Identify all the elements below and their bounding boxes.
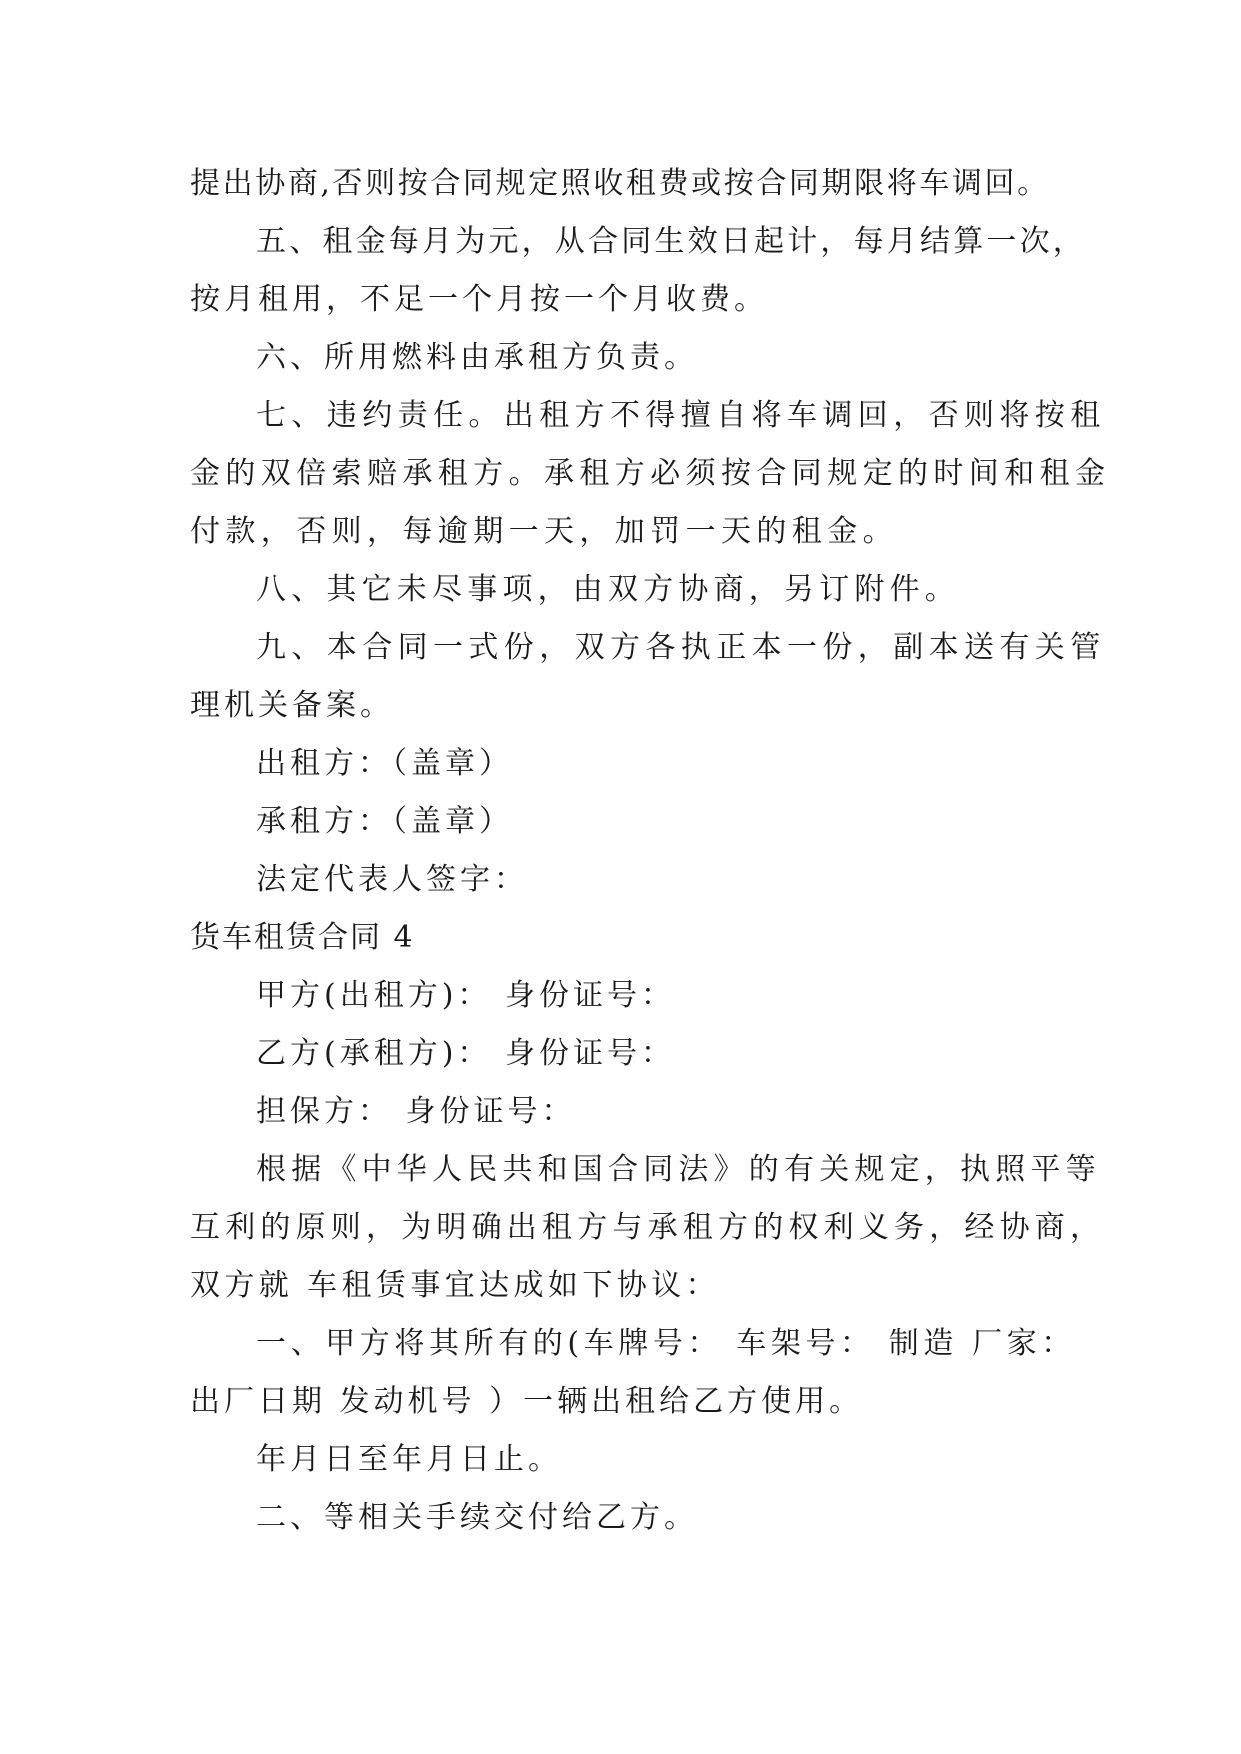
lessor-seal-line: 出租方：（盖章） [256,746,513,781]
party-a-line: 甲方(出租方)： 身份证号： [256,978,675,1013]
clause-eight: 八、其它未尽事项，由双方协商，另订附件。 [256,572,960,607]
text-line: 出厂日期 发动机号 ）一辆出租给乙方使用。 [190,1384,864,1419]
clause-nine: 九、本合同一式份，双方各执正本一份，副本送有关管 [256,630,1106,665]
clause-one: 一、甲方将其所有的(车牌号： 车架号： 制造 厂家： [256,1326,1076,1361]
text-line: 付款，否则，每逾期一天，加罚一天的租金。 [190,514,898,549]
section-title: 货车租赁合同 4 [190,920,415,955]
lessee-seal-line: 承租方：（盖章） [256,804,513,839]
party-b-line: 乙方(承租方)： 身份证号： [256,1036,675,1071]
clause-six: 六、所用燃料由承租方负责。 [256,340,698,375]
preamble: 根据《中华人民共和国合同法》的有关规定，执照平等 [256,1152,1101,1187]
text-line: 提出协商,否则按合同规定照收租费或按合同期限将车调回。 [190,166,1050,201]
lease-period-line: 年月日至年月日止。 [256,1442,562,1477]
clause-seven: 七、违约责任。出租方不得擅自将车调回，否则将按租 [256,398,1106,433]
clause-two: 二、等相关手续交付给乙方。 [256,1500,698,1535]
text-line: 互利的原则，为明确出租方与承租方的权利义务，经协商， [190,1210,1106,1245]
text-line: 按月租用，不足一个月按一个月收费。 [190,282,768,317]
guarantor-line: 担保方： 身份证号： [256,1094,576,1129]
clause-five: 五、租金每月为元，从合同生效日起计，每月结算一次， [256,224,1086,259]
text-line: 双方就 车租赁事宜达成如下协议： [190,1268,720,1303]
text-line: 理机关备案。 [190,688,394,723]
text-line: 金的双倍索赔承租方。承租方必须按合同规定的时间和租金 [190,456,1111,491]
legal-rep-signature-line: 法定代表人签字： [256,862,528,897]
